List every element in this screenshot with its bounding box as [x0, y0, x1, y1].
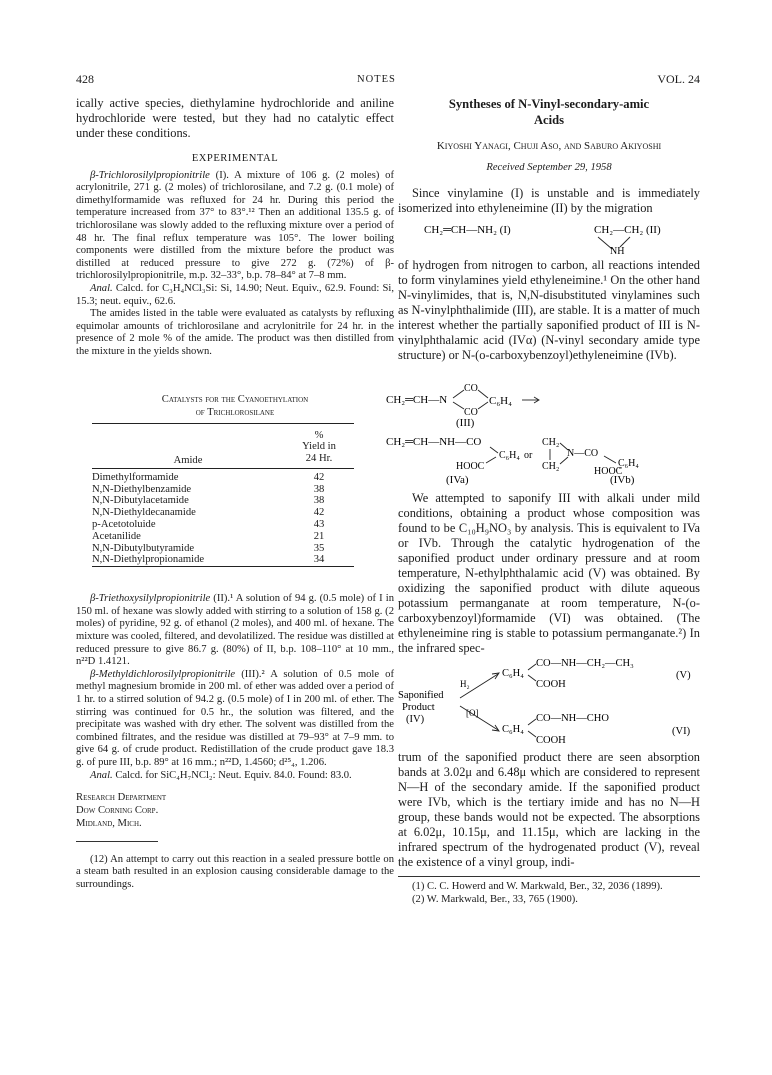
IVb-hooc: HOOC: [594, 466, 623, 478]
anal-text: Calcd. for C₃H₄NCl₃Si: Si, 14.90; Neut. Equiv., 62.9. Found: Si, 15.3; neut. equiv., 62.6.: [76, 282, 394, 307]
catalyst-table: [92, 423, 354, 567]
amide-cell: N,N-Diethyldecanamide: [92, 507, 196, 519]
III-ring: C₆H₄: [489, 395, 512, 408]
IVb-ring: C₆H₄: [618, 458, 639, 470]
table-caption-line-2: of Trichlorosilane: [195, 406, 275, 418]
analysis-paragraph: [76, 283, 394, 308]
bond-line: [453, 390, 464, 398]
bond-line: [528, 731, 536, 737]
V-acid: COOH: [536, 679, 566, 691]
V-label: (V): [676, 670, 691, 682]
hydrogen-reagent: H₂: [460, 679, 470, 690]
discussion-paragraph-1: of hydrogen from nitrogen to carbon, all reactions intended to form vinylamines yield ethyleneimine.¹ On the other hand N-vinylimides, that is, N,N-disubstituted vinylamines such as N-vinylphthalimide (III), are stable. It is a matter of much interest whether the partially saponified product of III is N-vinylphthalamic acid (IVα) (N-vinyl secondary amide type structure) or N-(o-carboxybenzoyl)ethyleneimine (IVb).: [398, 258, 700, 363]
VI-label: (VI): [672, 726, 691, 738]
table-body: [92, 468, 354, 566]
table-row: [92, 468, 354, 483]
compound-title: β-Triethoxysilylpropionitrile: [90, 593, 211, 605]
IVa-hooc: HOOC: [456, 461, 485, 473]
intro-paragraph-right: Since vinylamine (I) is unstable and is immediately isomerized into ethyleneimine (II) by the migration: [398, 186, 700, 216]
vinylamine-formulas: [398, 218, 700, 258]
bond-line: [490, 447, 498, 453]
trichlorosilyl-paragraph: [76, 170, 394, 283]
VI-ring: C₆H₄: [502, 724, 524, 736]
right-column: [386, 96, 700, 906]
reference-1: (1) C. C. Howerd and W. Markwald, Ber., 32, 2036 (1899).: [412, 881, 663, 893]
yield-cell: 38: [313, 495, 325, 507]
bond-line: [478, 390, 488, 398]
IVb-n-co: N—CO: [567, 448, 599, 460]
table-row: [92, 519, 354, 531]
title-line-1: Syntheses of N-Vinyl-secondary-amic: [448, 97, 650, 111]
III-label: (III): [456, 417, 475, 430]
yield-cell: 42: [313, 507, 325, 519]
IVb-ch2-top: CH₂: [542, 437, 560, 449]
page-number: 428: [76, 72, 94, 86]
footnote-12: (12) An attempt to carry out this reaction in a sealed pressure bottle on a steam bath resulted in an explosion causing considerable damage to the surroundings.: [76, 853, 394, 890]
or-text: or: [524, 450, 533, 462]
yield-header-pct: %: [314, 429, 324, 441]
bond-line: [528, 664, 536, 670]
yield-cell: 42: [313, 471, 325, 483]
methyldichlorosilyl-paragraph: [76, 669, 394, 770]
product-label: Product: [402, 702, 435, 714]
formula-vinylamine: CH₂═CH—NH₂ (I): [424, 224, 511, 237]
yield-cell: 38: [313, 483, 325, 495]
III-co-bottom: CO: [464, 407, 478, 419]
III-vinyl: CH₂═CH—N: [386, 394, 448, 407]
bond-line: [453, 402, 464, 409]
anal-label: Anal.: [90, 769, 113, 781]
phthalimide-scheme: [386, 367, 700, 487]
yield-header-line-2: Yield in: [302, 441, 336, 453]
saponification-scheme: [398, 658, 700, 746]
yield-cell: 34: [313, 554, 325, 566]
table-row: [92, 554, 354, 566]
V-ring: C₆H₄: [502, 668, 524, 680]
yield-header-line-3: 24 Hr.: [305, 453, 333, 465]
discussion-paragraph-2: We attempted to saponify III with alkali under mild conditions, obtaining a product whose composition was found to be C₁₀H₉NO₃ by analysis. This is equivalent to IVa or IVb. Through the catalytic hydrogenation of the saponified product under ordinary pressure and at room temperature, N-ethylphthalamic acid (V) was obtained. By oxidizing the saponified product with dilute aqueous potassium permanganate at room temperature, N-(o-carboxybenzoyl)formamide (VI) was obtained. (The ethyleneimine ring is stable to potassium permanganate.²) In the infrared spec-: [398, 491, 700, 656]
anal-label: Anal.: [90, 282, 113, 294]
amide-cell: Acetanilide: [92, 530, 141, 542]
intro-paragraph: ically active species, diethylamine hydrochloride and aniline hydrochloride were tested, but they had no catalytic effect under these conditions.: [76, 96, 394, 140]
IVa-chain: CH₂═CH—NH—CO: [386, 436, 482, 449]
oxidant-reagent: [O]: [466, 708, 479, 719]
bond-line: [486, 457, 496, 463]
bond-line: [604, 456, 616, 463]
bond-line: [528, 675, 536, 681]
bond-line: [528, 719, 536, 725]
table-row: [92, 507, 354, 519]
amide-column-header: Amide: [173, 454, 203, 466]
affiliation: [76, 792, 394, 830]
table-row: [92, 484, 354, 496]
table-row: [92, 495, 354, 507]
yield-cell: 43: [313, 519, 325, 531]
VI-amide: CO—NH—CHO: [536, 713, 609, 725]
amide-cell: N,N-Diethylpropionamide: [92, 554, 205, 566]
table-caption-line-1: Catalysts for the Cyanoethylation: [161, 393, 309, 405]
IV-label: (IV): [406, 714, 425, 726]
yield-cell: 35: [313, 542, 325, 554]
compound-title: β-Trichlorosilylpropionitrile: [90, 169, 210, 181]
saponified-label: Saponified: [398, 690, 444, 702]
analysis-paragraph-2: [76, 770, 394, 783]
V-amide: CO—NH—CH₂—CH₃: [536, 658, 634, 670]
reference-2: (2) W. Markwald, Ber., 33, 765 (1900).: [412, 893, 578, 905]
yield-cell: 21: [313, 530, 325, 542]
III-co-top: CO: [464, 383, 478, 395]
triethoxysilyl-paragraph: [76, 593, 394, 669]
amide-cell: p-Acetotoluide: [92, 519, 156, 531]
volume-label: VOL. 24: [657, 72, 700, 86]
amide-cell: N,N-Dibutylbutyramide: [92, 542, 195, 554]
amide-cell: N,N-Dibutylacetamide: [92, 495, 189, 507]
article-title: [398, 96, 700, 128]
affiliation-line-1: Research Department: [76, 792, 167, 804]
authors: Kiyoshi Yanagi, Chuji Aso, and Saburo Akiyoshi: [436, 140, 662, 152]
discussion-paragraph-3: trum of the saponified product there are seen absorption bands at 3.02μ and 6.48μ which are considered to represent N—H of the secondary amide. If the saponified product were IVb, which is the tertiary imide and has no N—H group, these bands would not be expected. The absorptions at 6.02μ, 10.15μ, and 11.15μ, which are lacking in the infrared spectrum of the hydrogenated product (V), reveal the existence of a vinyl group, indi-: [398, 750, 700, 870]
table-header-row: [92, 423, 354, 441]
references-rule: [398, 876, 700, 877]
title-line-2: Acids: [533, 113, 565, 127]
received-date: Received September 29, 1958: [486, 161, 612, 173]
experimental-heading: EXPERIMENTAL: [191, 153, 279, 164]
table-row: [92, 531, 354, 543]
table-row: [92, 543, 354, 555]
amide-cell: N,N-Diethylbenzamide: [92, 483, 192, 495]
affiliation-line-2: Dow Corning Corp.: [76, 804, 159, 816]
anal-text: Calcd. for SiC₄H₇NCl₂: Neut. Equiv. 84.0. Found: 83.0.: [112, 769, 352, 781]
paragraph-text: (II).¹ A solution of 94 g. (0.5 mole) of I in 150 ml. of hexane was slowly added with stirring to a solution of 158 g. (2 moles) of pyridine, 92 g. of ethanol (2 moles), and 400 ml. of hexane. The mixture was cooled, filtered, and devolatilized. The residue was distilled at reduced pressure to give 86.7 g. (80%) of II, b.p. 108–110° at 10 mm., n²²D 1.4121.: [76, 593, 394, 668]
IVa-label: (IVa): [446, 474, 469, 487]
amide-cell: Dimethylformamide: [92, 471, 179, 483]
IVb-ch2-bottom: CH₂: [542, 461, 560, 473]
amides-paragraph: The amides listed in the table were evaluated as catalysts by refluxing equimolar amounts of trichlorosilane and acrylonitrile for 24 hr. in the presence of 2 mole % of the amide. The product was then distilled from the mixture in the yields shown.: [76, 308, 394, 357]
table-caption: [76, 393, 394, 419]
left-column: [76, 96, 394, 891]
VI-acid: COOH: [536, 735, 566, 747]
IVa-ring: C₆H₄: [499, 450, 520, 462]
table-bottom-rule: [92, 566, 354, 567]
compound-title: β-Methyldichlorosilylpropionitrile: [90, 668, 236, 680]
paragraph-text: (I). A mixture of 106 g. (2 moles) of acrylonitrile, 271 g. (2 moles) of trichlorosilane, and 7.2 g. (0.1 mole) of dimethylformamide was refluxed for 24 hr. During this period the temperature increased from 37° to 83°.¹² Then an additional 135.5 g. of trichlorosilane was slowly added to the refluxing mixture over a period of 48 hr. The final reflux temperature was 105°. The lower boiling components were distilled from the mixture before the product was distilled at reduced pressure to give 272 g. (72%) of β-trichlorosilylpropionitrile, m.p. 32–33°, b.p. 78–84° at 7–8 mm.: [76, 169, 394, 282]
affiliation-line-3: Midland, Mich.: [76, 817, 142, 829]
formula-ethyleneimine: CH₂—CH₂ (II): [594, 224, 661, 237]
formula-nh: NH: [610, 246, 625, 258]
footnote-rule: [76, 841, 158, 842]
bond-line: [478, 402, 488, 409]
paragraph-text: (III).² A solution of 0.5 mole of methyl magnesium bromide in 200 ml. of ether was added over a period of 1 hr. to a stirred solution of 94.2 g. (0.5 mole) of I in 200 ml. of ether. The stirring was continued for 0.5 hr., the solution was filtered, and the precipitate was washed with dry ether. The solvent was distilled from the combined filtrates, and the residue was distilled at 79–93° at 7–9 mm. to give 64 g. of crude product. Redistillation of the crude product gave 18.3 g. of pure III, b.p. 89° at 16 mm.; n²²D, 1.4560; d²⁵₄, 1.206.: [76, 668, 394, 768]
IVb-label: (IVb): [610, 474, 635, 487]
section-header: NOTES: [357, 74, 396, 85]
